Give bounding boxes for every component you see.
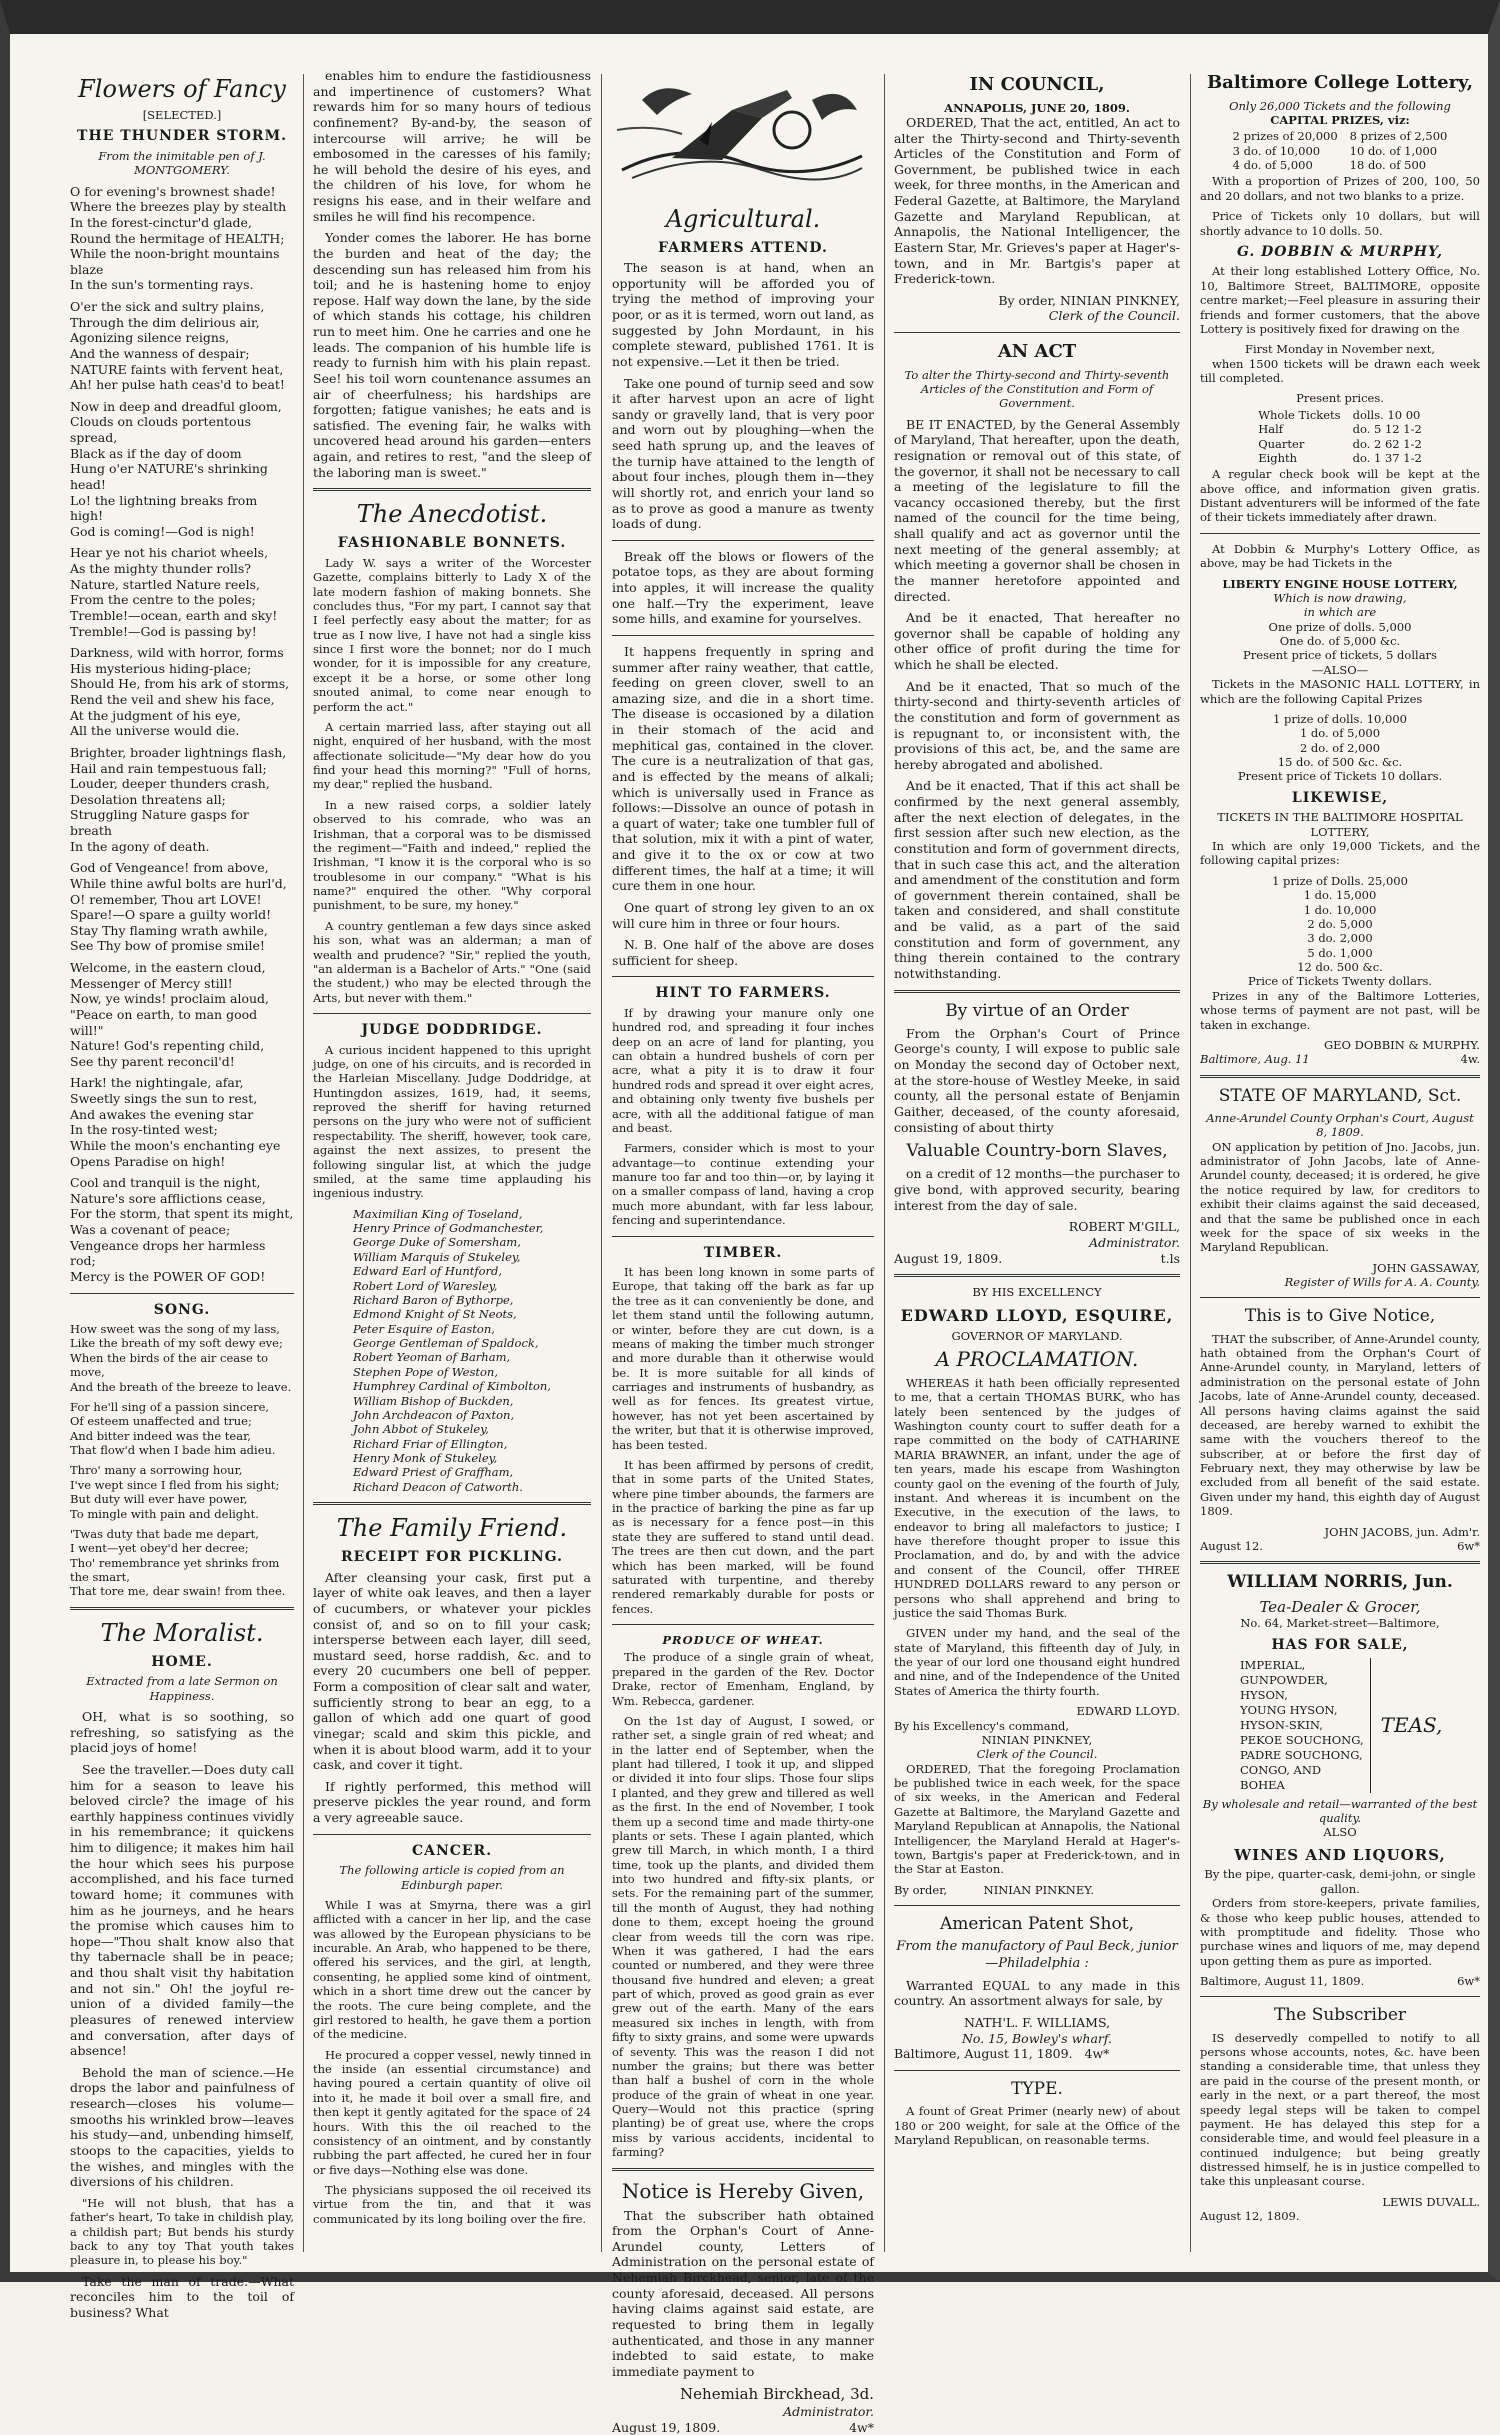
poem-stanza: Thro' many a sorrowing hour, I've wept since I fled from his sight; But duty will ever have power, To mingle with pain and delight. — [70, 1463, 280, 1521]
council-role: Clerk of the Council. — [1048, 308, 1180, 324]
also-label: —ALSO— — [1311, 662, 1369, 677]
lottery-subtitle: Only 26,000 Tickets and the following — [1229, 98, 1451, 113]
slaves-signer: ROBERT M'GILL, — [1068, 1219, 1180, 1235]
slaves-role: Administrator. — [1089, 1234, 1180, 1250]
column-rule — [884, 74, 885, 2252]
give-notice-title: This is to Give Notice, — [1244, 1306, 1436, 1327]
proclamation-paragraph: WHEREAS it hath been officially represented to me, that a certain THOMAS BURK, who has lately been sentenced by the judges of Washington county court to suffer death for a rape committed on the body of CATHARINE MARIA BRAWNER, an infant, under the age of ten years, made his escape from Washington county gaol on the evening of the fourth of July, instant. And whereas it is incumbent on the Executive, in the execution of the laws, to endeavor to bring all malefactors to justice; I have therefore thought proper to issue this Proclamation, and do, by and with the advice and consent of the Council, offer THREE HUNDRED DOLLARS reward to any person or persons who shall apprehend and bring to justice the said Thomas Burk. — [894, 1375, 1180, 1620]
state-paragraph: ON application by petition of Jno. Jacobs, jun. administrator of John Jacobs, late of Anne-Arundel county, deceased; it is ordered, he give the notice required by law, for creditors to exhibit their claims against the said deceased, and that the same be published once in each week for the space of six weeks in the Maryland Republican. — [1200, 1139, 1480, 1255]
council-title: IN COUNCIL, — [969, 74, 1105, 95]
section-title-family-friend: The Family Friend. — [336, 1514, 568, 1543]
poem-stanza: Now in deep and dreadful gloom, Clouds on clouds portentous spread, Black as if the day of doom Hung o'er NATURE's shrinking head! Lo! the lightning breaks from high! God is coming!—God is nigh! — [70, 398, 282, 539]
column-agriculture — [604, 62, 882, 2435]
likewise-label: LIKEWISE, — [1291, 789, 1389, 806]
column-rule — [1190, 74, 1191, 2252]
poem-stanza: For he'll sing of a passion sincere, Of esteem unaffected and true; And bitter indeed was the tear, That flow'd when I bade him adieu. — [70, 1399, 276, 1457]
divider — [894, 1274, 1180, 1277]
poem-stanza: O for evening's brownest shade! Where the breezes play by stealth In the forest-cinctur'd glade, Round the hermitage of HEALTH; While the noon-bright mountains blaze In the sun's tormenting rays. — [70, 183, 287, 293]
poem-song — [70, 1322, 294, 1599]
divider — [313, 1834, 591, 1835]
shot-paragraph: Warranted EQUAL to any made in this country. An assortment always for sale, by — [894, 1977, 1180, 2009]
table-row — [1252, 408, 1428, 422]
shot-date: Baltimore, August 11, 1809. — [894, 2046, 1073, 2062]
column-poetry — [62, 62, 302, 2320]
council-order: ORDERED, That the act, entitled, An act to alter the Thirty-second and Thirty-seventh Articles of the Constitution and Form of Government, be published twice in each week, for three months, in the American and Federal Gazette, at Baltimore, the Maryland Gazette and Maryland Republican, at Annapolis, the National Intelligencer, the Eastern Star, Mr. Grieves's paper at Hager's-town, and in Mr. Bartgis's paper at Frederick-town. — [894, 114, 1180, 287]
notice-paragraph: That the subscriber hath obtained from the Orphan's Court of Anne-Arundel county, Letters of Administration on the personal estate of Nehemiah Birckhead, senior, late of the county aforesaid, deceased. All persons having claims against said estate, are requested to bring them in legally authenticated, and those in any manner indebted to said estate, to make immediate payment to — [612, 2207, 874, 2379]
divider — [1200, 533, 1480, 534]
give-notice-dateline — [1200, 1539, 1480, 1553]
divider — [1200, 1561, 1480, 1564]
governor-name: EDWARD LLOYD, ESQUIRE, — [900, 1305, 1174, 1325]
proclamation-order: ORDERED, That the foregoing Proclamation be published twice in each week, for the space of six weeks, in the American and Federal Gazette at Baltimore, the Maryland Gazette and Maryland Republican at Annapolis, the National Intelligencer, the Maryland Herald at Hager's-town, Bartgis's paper at Frederick-town, and in the Star at Easton. — [894, 1761, 1180, 1877]
table-cell: dolls. 10 00 — [1352, 407, 1421, 422]
excellency-label: BY HIS EXCELLENCY — [972, 1285, 1102, 1300]
column-council — [886, 62, 1188, 2256]
article-paragraph: OH, what is so soothing, so refreshing, so satisfying as the placid joys of home! — [70, 1709, 294, 1756]
hospital-paragraph: In which are only 19,000 Tickets, and the following capital prizes: — [1200, 839, 1480, 868]
article-paragraph: The physicians supposed the oil received its virtue from the tin, and that it was communicated by its long boiling over the fire. — [313, 2183, 591, 2226]
poem-stanza: Brighter, broader lightnings flash, Hail and rain tempestuous fall; Louder, deeper thunders crash, Desolation threatens all; Struggling Nature gasps for breath In the agony of death. — [70, 744, 287, 854]
norris-address: No. 64, Market-street—Baltimore, — [1240, 1616, 1440, 1631]
subscriber-signer: LEWIS DUVALL. — [1382, 2194, 1480, 2209]
article-paragraph: enables him to endure the fastidiousness and impertinence of customers? What rewards him for so many hours of tedious confinement? By-and-by, the season of intercourse will arrive; he will be embosomed in the caresses of his family; he will behold the desire of his eyes, and the children of his love, for whom he resigns his ease, and in their welfare and smiles he will find his recompence. — [313, 68, 591, 224]
article-title-wheat: PRODUCE OF WHEAT. — [662, 1633, 824, 1647]
poem-stanza: Welcome, in the eastern cloud, Messenger of Mercy still! Now, ye winds! proclaim aloud, "Peace on earth, to man good will!" Nature! God's repenting child, See thy parent reconcil'd! — [70, 960, 269, 1069]
table-cell: Quarter — [1258, 436, 1305, 451]
slaves-dateline — [894, 1251, 1180, 1267]
jury-list: Maximilian King of Toseland, Henry Prince of Godmanchester, George Duke of Somersham, William Marquis of Stukeley, Edward Earl of Huntford, Robert Lord of Waresley, Richard Baron of Bythorpe, Edmond Knight of St Neots, Peter Esquire of Easton, George Gentleman of Spaldock, Robert Yeoman of Barham, Stephen Pope of Weston, Humphrey Cardinal of Kimbolton, William Bishop of Buckden, John Archdeacon of Paxton, John Abbot of Stukeley, Richard Friar of Ellington, Henry Monk of Stukeley, Edward Priest of Graffham, Richard Deacon of Catworth. — [353, 1206, 551, 1494]
type-paragraph: A fount of Great Primer (nearly new) of about 180 or 200 weight, for sale at the Office of the Maryland Republican, on reasonable terms. — [894, 2104, 1180, 2147]
teas-list — [1200, 1658, 1480, 1792]
article-paragraph: Farmers, consider which is most to your advantage—to continue extending your manure too far and too thin—or, by laying it on a smaller compass of land, having a crop much more abundant, with far less labour, fencing and superintendance. — [612, 1141, 874, 1228]
table-cell: 10 do. of 1,000 — [1349, 143, 1438, 158]
article-paragraph: The produce of a single grain of wheat, prepared in the garden of the Rev. Doctor Drake, rector of Emenham, England, by Wm. Rebecca, gardener. — [612, 1650, 874, 1708]
poem-source: From the inimitable pen of J. MONTGOMERY. — [98, 148, 266, 178]
shot-mark: 4w* — [1084, 2046, 1110, 2062]
hospital-dateline — [1200, 1052, 1480, 1066]
table-row — [1227, 129, 1454, 143]
hospital-title: TICKETS IN THE BALTIMORE HOSPITAL LOTTERY, — [1217, 810, 1463, 839]
shot-dateline — [894, 2046, 1180, 2062]
state-court: Anne-Arundel County Orphan's Court, August 8, 1809. — [1206, 1110, 1474, 1140]
hospital-date: Baltimore, Aug. 11 — [1200, 1052, 1310, 1067]
article-title-judge: JUDGE DODDRIDGE. — [361, 1022, 543, 1038]
drawing-paragraph: when 1500 tickets will be drawn each week till completed. — [1200, 356, 1480, 385]
article-paragraph: One quart of strong ley given to an ox will cure him in three or four hours. — [612, 899, 874, 931]
proclamation-title: A PROCLAMATION. — [935, 1346, 1139, 1371]
proclamation-clerk: NINIAN PINKNEY, — [981, 1732, 1093, 1747]
table-cell: 4 do. of 5,000 — [1232, 158, 1313, 172]
prizes-table — [1227, 129, 1454, 172]
column-rule — [601, 74, 602, 2252]
divider — [1200, 1075, 1480, 1078]
article-paragraph: It has been long known in some parts of Europe, that taking off the bark as far up the tree as it can conveniently be done, and let them stand until the following autumn, or winter, before they are cut down, is a means of making the timber much stronger and more durable than it otherwise would be. It is more suitable for all kinds of carriages and instruments of husbandry, as well as for fences. Its greatest virtue, however, has not yet been ascertained by the writer, but that it is otherwise improved, has been tested. — [612, 1265, 874, 1452]
ticket-prices-table — [1252, 408, 1428, 466]
article-paragraph: Behold the man of science.—He drops the labor and painfulness of research—closes his volume—smooths his wrinkled brow—leaves his study—and, unbending himself, stoops to the capacities, yields to the wishes, and mingles with the diversions of his children. — [70, 2064, 294, 2190]
proclamation-signer: EDWARD LLOYD. — [1076, 1704, 1180, 1719]
column-anecdotes — [305, 62, 599, 2256]
plough-woodcut-icon — [612, 70, 872, 188]
wines-title: WINES AND LIQUORS, — [1234, 1845, 1446, 1864]
act-title: AN ACT — [997, 341, 1077, 362]
act-paragraph: BE IT ENACTED, by the General Assembly of Maryland, That hereafter, upon the death, resignation or removal out of this state, of the governor, it shall not be necessary to call a meeting of the legislature to fill the vacancy occasioned thereby, but the first named of the council for the time being, shall qualify and act as governor until the next meeting of the general assembly; at which meeting a governor shall be chosen in the manner heretofore appointed and directed. — [894, 416, 1180, 604]
present-prices-label: Present prices. — [1296, 391, 1384, 406]
proclamation-command: By his Excellency's command, — [894, 1718, 1070, 1733]
section-title-anecdotist: The Anecdotist. — [356, 500, 548, 529]
poem-stanza: 'Twas duty that bade me depart, I went—yet obey'd her decree; Tho' remembrance yet shrinks from the smart, That tore me, dear swain! from thee. — [70, 1526, 286, 1599]
poem-stanza: God of Vengeance! from above, While thine awful bolts are hurl'd, O! remember, Thou art LOVE! Spare!—O spare a guilty world! Stay Thy flaming wrath awhile, See Thy bow of promise smile! — [70, 860, 287, 954]
poem-thunder-storm — [70, 184, 294, 1285]
poem-stanza: Hark! the nightingale, afar, Sweetly sings the sun to rest, And awakes the evening star In the rosy-tinted west; While the moon's enchanting eye Opens Paradise on high! — [70, 1075, 281, 1169]
give-notice-mark: 6w* — [1457, 1538, 1480, 1553]
table-cell: Whole Tickets — [1258, 407, 1341, 422]
anecdote-paragraph: A country gentleman a few days since asked his son, what was an alderman; a man of wealth and prudence? "Sir," replied the youth, "an alderman is a Bachelor of Arts." "One (said the student,) who may be elected through the Arts, but never with them." — [313, 918, 591, 1005]
section-title-flowers-of-fancy: Flowers of Fancy — [78, 75, 286, 103]
proclamation-order-sign: By order, NINIAN PINKNEY. — [894, 1882, 1095, 1897]
anecdote-paragraph: Lady W. says a writer of the Worcester Gazette, complains bitterly to Lady X of the late modern fashion of making bonnets. She concludes thus, "For my part, I cannot say that I feel perfectly easy about the matter; for as true as I now live, I have not had a single kiss since I first wore the bonnet; nor do I much wonder, for it is impossible for any creature, except it be a horse, or some other long snouted animal, to come near enough to perform the act." — [313, 555, 591, 714]
teas-label: TEAS, — [1380, 1712, 1443, 1737]
hospital-prizes: 1 prize of Dolls. 25,000 1 do. 15,000 1 do. 10,000 2 do. 5,000 3 do. 2,000 5 do. 1,000 12 do. 500 &c. — [1272, 873, 1408, 974]
article-paragraph: If by drawing your manure only one hundred rod, and spreading it four inches deep on an acre of land for planting, you can obtain a hundred bushels of corn per acre, what a pity it is to draw it four hundred rods and spread it over eight acres, and obtaining only twenty five bushels per acre, with all the additional fatigue of man and beast. — [612, 1005, 874, 1135]
article-quote: "He will not blush, that has a father's heart, To take in childish play, a childish part; But bends his sturdy back to any toy That youth takes pleasure in, to please his boy." — [70, 2195, 294, 2268]
article-title-bonnets: FASHIONABLE BONNETS. — [337, 535, 567, 552]
order-title: By virtue of an Order — [945, 1000, 1129, 1021]
give-notice-date: August 12. — [1200, 1538, 1263, 1553]
liberty-price: Present price of tickets, 5 dollars — [1243, 648, 1437, 663]
article-paragraph: Take the man of trade.—What reconciles him to the toil of business? What — [70, 2273, 294, 2320]
act-paragraph: And be it enacted, That if this act shall be confirmed by the next general assembly, after the next election of delegates, in the first session after such new election, as the constitution and form of government directs, that in such case this act, and the alteration and amendment of the constitution and form of government therein contained, shall be taken and considered, and shall constitute and be valid, as a part of the said constitution and form of government, any thing therein contained to the contrary notwithstanding. — [894, 778, 1180, 981]
state-title: STATE OF MARYLAND, Sct. — [1218, 1085, 1462, 1106]
article-paragraph: Take one pound of turnip seed and sow it after harvest upon an acre of light sandy or gravelly land, that is very poor and worn out by ploughing—when the seed hath sprung up, and the leaves of the turnip have attained to the length of about four inches, plough them in—they will shortly rot, and enrich your land so as to prove as good a manure as twenty loads of dung. — [612, 375, 874, 532]
also-label-2: ALSO — [1323, 1825, 1357, 1840]
table-row — [1252, 437, 1428, 451]
poem-stanza: O'er the sick and sultry plains, Through the dim delirious air, Agonizing silence reigns, And the wanness of despair; NATURE faints with fervent heat, Ah! her pulse hath ceas'd to beat! — [70, 299, 285, 393]
state-signer: JOHN GASSAWAY, — [1372, 1260, 1480, 1275]
divider — [894, 2070, 1180, 2071]
article-paragraph: The season is at hand, when an opportunity will be afforded you of trying the method of improving your poor, or as it is termed, worn out land, as suggested by John Mordaunt, in his complete steward, published 1761. It is not expensive.—Let it then be tried. — [612, 260, 875, 369]
column-advertisements — [1192, 62, 1488, 2256]
wines-dateline — [1200, 1974, 1480, 1988]
poem-stanza: Cool and tranquil is the night, Nature's sore afflictions cease, For the storm, that spent its might, Was a covenant of peace; Vengeance drops her harmless rod; Mercy is the POWER OF GOD! — [70, 1175, 294, 1284]
divider — [612, 540, 874, 541]
table-cell: 8 prizes of 2,500 — [1349, 129, 1448, 144]
shot-subtitle: From the manufactory of Paul Beck, junior—Philadelphia : — [896, 1939, 1178, 1971]
divider — [612, 1624, 874, 1625]
divider — [313, 1502, 591, 1505]
slaves-date: August 19, 1809. — [894, 1250, 1003, 1266]
divider — [612, 1236, 874, 1237]
article-paragraph: If rightly performed, this method will preserve pickles the year round, and form a very agreeable sauce. — [313, 1778, 591, 1825]
drawing-day: First Monday in November next, — [1244, 342, 1436, 357]
notice-mark: 4w* — [849, 2419, 874, 2435]
capital-prizes-label: CAPITAL PRIZES, viz: — [1270, 112, 1410, 127]
divider — [1200, 1297, 1480, 1298]
norris-has-for-sale: HAS FOR SALE, — [1271, 1636, 1409, 1653]
article-title-timber: TIMBER. — [703, 1244, 783, 1261]
slaves-title: Valuable Country-born Slaves, — [906, 1141, 1168, 1162]
masonic-price: Present price of Tickets 10 dollars. — [1237, 769, 1443, 784]
norris-warranted: By wholesale and retail—warranted of the best quality. — [1202, 1796, 1478, 1825]
table-row — [1227, 158, 1454, 172]
table-cell: 2 prizes of 20,000 — [1232, 129, 1338, 144]
notice-title: Notice is Hereby Given, — [621, 2178, 865, 2203]
governor-role: GOVERNOR OF MARYLAND. — [951, 1328, 1123, 1343]
article-paragraph: He procured a copper vessel, newly tinned in the inside (an essential circumstance) and having poured a certain quantity of olive oil into it, he made it boil over a small fire, and then kept it gently agitated for the space of 24 hours. With this the oil reached to the consistency of an ointment, and by constantly rubbing the part affected, he cured her in four or five days—Nothing else was done. — [313, 2047, 591, 2177]
wines-paragraph: Orders from store-keepers, private families, & those who keep public houses, attended to with promptitude and fidelity. Those who purchase wines and liquors of me, may depend upon getting them as pure as imported. — [1200, 1896, 1480, 1968]
teas-items: IMPERIAL, GUNPOWDER, HYSON, YOUNG HYSON, HYSON-SKIN, PEKOE SOUCHONG, PADRE SOUCHONG, CONGO, AND BOHEA — [1240, 1658, 1371, 1792]
article-source: Extracted from a late Sermon on Happiness. — [86, 1674, 278, 1703]
divider — [1200, 1996, 1480, 1997]
norris-title: WILLIAM NORRIS, Jun. — [1227, 1572, 1453, 1593]
divider — [894, 990, 1180, 993]
table-row — [1227, 144, 1454, 158]
liberty-title: LIBERTY ENGINE HOUSE LOTTERY, — [1222, 576, 1458, 591]
state-role: Register of Wills for A. A. County. — [1284, 1275, 1480, 1289]
article-title-hint: HINT TO FARMERS. — [655, 985, 831, 1002]
hospital-signer: GEO DOBBIN & MURPHY. — [1323, 1037, 1480, 1052]
article-source: The following article is copied from an Edinburgh paper. — [339, 1863, 565, 1892]
shot-title: American Patent Shot, — [940, 1914, 1134, 1934]
article-paragraph: After cleansing your cask, first put a layer of white oak leaves, and then a layer of cucumbers, or whatever your pickles consist of, and so on to fill your cask; intersperse between each layer, dill seed, mustard seed, horse raddish, &c. and to every 20 cucumbers one bell of pepper. Form a composition of clear salt and water, sufficiently strong to bear an egg, to a gallon of which add one quart of good vinegar; scald and skim this pickle, and when it is about blood warm, add it to your cask, and cover it tight. — [313, 1569, 591, 1773]
hospital-price: Price of Tickets Twenty dollars. — [1247, 974, 1433, 989]
masonic-prizes: 1 prize of dolls. 10,000 1 do. of 5,000 2 do. of 2,000 15 do. of 500 &c. &c. — [1273, 711, 1407, 769]
divider — [70, 1293, 294, 1294]
divider — [313, 488, 591, 491]
liberty-which: in which are — [1303, 605, 1377, 620]
column-rule — [303, 74, 304, 2252]
anecdote-paragraph: A certain married lass, after staying out all night, enquired of her husband, with the most affectionate solicitude—"My dear how do you find your head this morning?" "Full of horns, my dear," replied the husband. — [313, 719, 591, 792]
act-subtitle: To alter the Thirty-second and Thirty-seventh Articles of the Constitution and Form of Government. — [904, 367, 1170, 411]
subscriber-title: The Subscriber — [1273, 2005, 1407, 2026]
article-title-cancer: CANCER. — [411, 1842, 493, 1859]
lottery-price: Price of Tickets only 10 dollars, but will shortly advance to 10 dolls. 50. — [1200, 209, 1480, 238]
council-signer: By order, NINIAN PINKNEY, — [998, 292, 1180, 308]
norris-subtitle: Tea-Dealer & Grocer, — [1259, 1597, 1421, 1616]
article-paragraph: On the 1st day of August, I sowed, or rather set, a single grain of red wheat; and in the latter end of September, when the plant had tillered, I took it up, and slipped or divided it into four slips. Those four slips I planted, and they grew and tillered as well as the first. In the end of November, I took them up a second time and made thirty-one plants or sets. These I again planted, which grew till March, in which month, I a third time, took up the plants, and divided them into two hundred and fifty-six plants, or sets. For the remaining part of the summer, till the month of August, they had nothing done to them, except hoeing the ground clear from weeds till the corn was ripe. When it was gathered, I had the ears counted or numbered, and they were three thousand five hundred and eleven; a great part of which, proved as good grain as ever grew out of the earth. Many of the ears measured six inches in length, with from fifty to sixty grains, and some were upwards of seventy. This was the reason I did not number the grains; but there was better than half a bushel of corn in the whole produce of the grain of wheat in one year. Query—Would not this practice (spring planting) be of great use, where the crops miss by various accidents, incidental to farming? — [612, 1713, 874, 2160]
proclamation-paragraph: GIVEN under my hand, and the seal of the state of Maryland, this fifteenth day of July, in the year of our lord one thousand eight hundred and nine, and of the Independence of the United States of America the thirty fourth. — [894, 1626, 1180, 1698]
table-cell: 3 do. of 10,000 — [1232, 143, 1321, 158]
article-paragraph: While I was at Smyrna, there was a girl afflicted with a cancer in her lip, and the case was allowed by the European physicians to be incurable. An Arab, who happened to be there, offered his services, and the girl, at length, consenting, he applied some kind of ointment, which in a short time drew out the cancer by the roots. The cure being complete, and the girl restored to health, he gave them a portion of the medicine. — [313, 1897, 591, 2042]
slaves-paragraph: on a credit of 12 months—the purchaser to give bond, with approved security, bearing interest from the day of sale. — [894, 1166, 1180, 1213]
article-title-pickling: RECEIPT FOR PICKLING. — [340, 1549, 564, 1566]
give-notice-paragraph: THAT the subscriber, of Anne-Arundel county, hath obtained from the Orphan's Court of Anne-Arundel county, in Maryland, letters of administration on the personal estate of John Jacobs, late of Anne-Arundel county, deceased. All persons having claims against the said deceased, are hereby warned to exhibit the same with the vouchers thereof to the subscriber, at or before the first day of February next, they may otherwise by law be excluded from all benefit of the said estate. Given under my hand, this eighth day of August 1809. — [1200, 1331, 1480, 1519]
wines-mark: 6w* — [1457, 1974, 1480, 1989]
subscriber-date: August 12, 1809. — [1200, 2209, 1300, 2224]
proclamation-clerk-role: Clerk of the Council. — [976, 1747, 1098, 1762]
lottery-paragraph: With a proportion of Prizes of 200, 100, 50 and 20 dollars, and not two blanks to a prize. — [1200, 174, 1480, 203]
poem-stanza: Darkness, wild with horror, forms His mysterious hiding-place; Should He, from his ark of storms, Rend the veil and shew his face, At the judgment of his eye, All the universe would die. — [70, 645, 290, 739]
slaves-mark: t.ls — [1160, 1250, 1180, 1266]
table-cell: do. 2 62 1-2 — [1352, 436, 1422, 451]
lottery-title: Baltimore College Lottery, — [1206, 72, 1474, 93]
shot-signer: NATH'L. F. WILLIAMS, — [963, 2015, 1111, 2030]
liberty-prizes: One prize of dolls. 5,000 One do. of 5,000 &c. — [1268, 619, 1412, 648]
article-paragraph: N. B. One half of the above are doses sufficient for sheep. — [612, 937, 874, 968]
divider — [70, 1607, 294, 1610]
selected-label: [SELECTED.] — [142, 108, 222, 122]
notice-role: Administrator. — [783, 2404, 874, 2420]
masonic-paragraph: Tickets in the MASONIC HALL LOTTERY, in which are the following Capital Prizes — [1200, 677, 1480, 706]
council-date: ANNAPOLIS, JUNE 20, 1809. — [944, 100, 1130, 115]
notice-date: August 19, 1809. — [612, 2419, 721, 2435]
poem-title-song: SONG. — [153, 1301, 211, 1318]
check-paragraph: A regular check book will be kept at the above office, and information given gratis. Distant adventurers will be informed of the fate of their tickets immediately after drawn. — [1200, 467, 1480, 525]
wines-subtitle: By the pipe, quarter-cask, demi-john, or single gallon. — [1204, 1867, 1476, 1896]
hospital-note: Prizes in any of the Baltimore Lotteries, whose terms of payment are not past, will be taken in exchange. — [1200, 988, 1480, 1032]
article-paragraph: It has been affirmed by persons of credit, that in some parts of the United States, where pine timber abounds, the farmers are in the practice of barking the pine as far up as is necessary for a fence post—in this state they are suffered to stand until dead. The trees are then cut down, and the part which has been marked, will be found saturated with turpentine, and thereby rendered remarkably durable for posts or fences. — [612, 1457, 874, 1616]
also-office: At Dobbin & Murphy's Lottery Office, as above, may be had Tickets in the — [1200, 541, 1480, 571]
dobbin-paragraph: At their long established Lottery Office, No. 10, Baltimore Street, BALTIMORE, opposite centre market;—Feel pleasure in assuring their friends and former customers, that the above Lottery is positively fixed for drawing on the — [1200, 264, 1480, 336]
notice-signer: Nehemiah Birckhead, 3d. — [680, 2385, 874, 2404]
order-paragraph: From the Orphan's Court of Prince George's county, I will expose to public sale on Monday the second day of October next, at the store-house of Westley Meeke, in said county, all the personal estate of Benjamin Gaither, deceased, of the county aforesaid, consisting of about thirty — [894, 1025, 1180, 1135]
subscriber-paragraph: IS deservedly compelled to notify to all persons whose accounts, notes, &c. have been standing a considerable time, that unless they are paid in the course of the present month, or early in the next, or a part thereof, the most speedy legal steps will be taken to compel payment. He has delayed this step for a considerable time, and would feel pleasure in a continued indulgence; but being greatly distressed himself, he is in justice compelled to take this unpleasant course. — [1200, 2030, 1480, 2189]
table-cell: Half — [1258, 422, 1284, 437]
table-cell: do. 5 12 1-2 — [1352, 422, 1422, 437]
table-cell: 18 do. of 500 — [1349, 158, 1427, 172]
divider — [612, 976, 874, 977]
dobbin-name: G. DOBBIN & MURPHY, — [1236, 243, 1444, 260]
act-paragraph: And be it enacted, That hereafter no governor shall be capable of holding any other office of profit during the time for which he shall be elected. — [894, 610, 1180, 672]
anecdote-paragraph: In a new raised corps, a soldier lately observed to his comrade, who was an Irishman, that a corporal was to be dismissed the regiment—"Faith and indeed," replied the Irishman, "I know it is the corporal who is so troublesome in our company." "What is his name?" enquired the other. "Why corporal punishment, to be sure, my honey." — [313, 797, 591, 913]
table-cell: do. 1 37 1-2 — [1352, 450, 1422, 465]
act-paragraph: And be it enacted, That so much of the thirty-second and thirty-seventh articles of the constitution and form of government as is repugnant to, or inconsistent with, the provisions of this act, be, and the same are hereby abrogated and abolished. — [894, 678, 1180, 772]
article-paragraph: A curious incident happened to this upright judge, on one of his circuits, and is recorded in the Harleian Miscellany. Judge Doddridge, at Huntingdon assizes, 1619, had, it seems, reproved the sheriff for having returned persons on the jury who were not of sufficient respectability. The sheriff, however, took care, against the next assizes, to present the following singular list, at which the judge smiled, at the same time applauding his ingenious industry. — [313, 1042, 591, 1201]
section-title-agricultural: Agricultural. — [665, 204, 821, 233]
shot-address: No. 15, Bowley's wharf. — [961, 2030, 1113, 2046]
article-paragraph: Break off the blows or flowers of the potatoe tops, as they are about forming into apples, it will increase the quality one half.—Try the experiment, leave some hills, and examine for yourselves. — [612, 548, 874, 627]
notice-dateline — [612, 2420, 874, 2435]
article-title-farmers: FARMERS ATTEND. — [658, 239, 828, 256]
type-title: TYPE. — [1011, 2078, 1063, 2099]
article-paragraph: It happens frequently in spring and summer after rainy weather, that cattle, feeding on green clover, swell to an amazing size, and die in a short time. The disease is occasioned by a dilation in their stomach of the acid and mephitical gas, contained in the clover. The cure is a neutralization of that gas, and is effected by the means of alkali; which is universally used in France as follows:—Dissolve an ounce of potash in a quart of water; take one tumbler full of that solution, mix it with a pint of water, and give it to the ox or cow at two different times, the half at a time; it will cure them in one hour. — [612, 643, 874, 894]
section-title-moralist: The Moralist. — [100, 1618, 264, 1647]
poem-stanza: How sweet was the song of my lass, Like the breath of my soft dewy eve; When the birds of the air cease to move, And the breath of the breeze to leave. — [70, 1322, 292, 1394]
divider — [313, 1013, 591, 1014]
article-paragraph: Yonder comes the laborer. He has borne the burden and heat of the day; the descending sun has released him from his toil; and he is hastening home to enjoy repose. Half way down the lane, by the side of which stands his cottage, his children run to meet him. One he carries and one he leads. The companion of his humble life is ready to furnish him with his plain repast. See! his toil worn countenance assumes an air of cheerfulness; his hardships are forgotten; fatigue vanishes; he eats and is satisfied. The evening fair, he walks with uncovered head around his garden—enters again, and retires to rest, "and the sleep of the laboring man is sweet." — [313, 230, 591, 480]
poem-stanza: Hear ye not his chariot wheels, As the mighty thunder rolls? Nature, startled Nature reels, From the centre to the poles; Tremble!—ocean, earth and sky! Tremble!—God is passing by! — [70, 545, 278, 639]
article-paragraph: See the traveller.—Does duty call him for a season to leave his beloved circle? the image of his earthly happiness continues vividly in his remembrance; it quickens him to diligence; it makes him hail the hour which sees his purpose accomplished, and his face turned toward home; it communes with him as he journeys, and he hears the promise which causes him to hope—"Thou shalt know also that thy tabernacle shall be in peace; and thou shalt visit thy habitation and not sin." Oh! the joyful re-union of a divided family—the pleasures of renewed interview and conversation, after days of absence! — [70, 1761, 294, 2059]
poem-title-thunder-storm: THE THUNDER STORM. — [77, 128, 287, 145]
divider — [612, 635, 874, 636]
table-cell: Eighth — [1258, 450, 1298, 465]
divider — [894, 332, 1180, 333]
wines-date: Baltimore, August 11, 1809. — [1200, 1974, 1365, 1989]
divider — [612, 2168, 874, 2171]
liberty-subtitle: Which is now drawing, — [1273, 590, 1407, 605]
give-notice-signer: JOHN JACOBS, jun. Adm'r. — [1324, 1524, 1480, 1539]
table-row — [1252, 451, 1428, 465]
article-title-home: HOME. — [151, 1653, 213, 1670]
divider — [894, 1905, 1180, 1906]
table-row — [1252, 422, 1428, 436]
hospital-mark: 4w. — [1460, 1052, 1480, 1067]
